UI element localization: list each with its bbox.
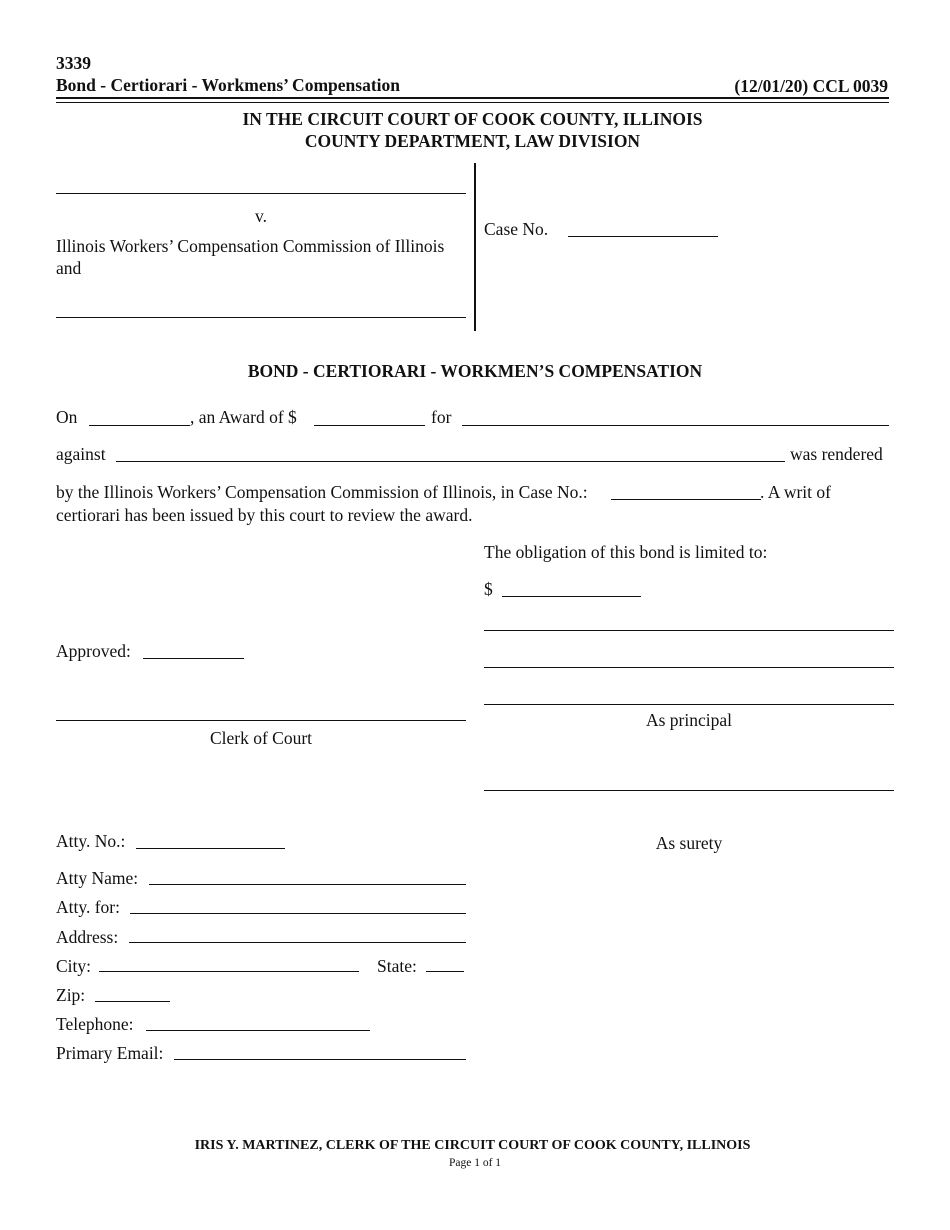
body-line1-end: . A writ of — [760, 482, 831, 502]
header-rule-bottom — [56, 102, 889, 103]
caption-divider — [474, 163, 476, 331]
zip-label: Zip: — [56, 985, 86, 1005]
and-text: and — [56, 258, 82, 278]
email-field[interactable] — [174, 1059, 466, 1060]
state-label: State: — [377, 956, 417, 976]
as-principal-label: As principal — [645, 710, 733, 730]
principal-signature-line[interactable] — [484, 704, 894, 705]
respondent-text: Illinois Workers’ Compensation Commission of Illinois — [56, 236, 445, 256]
email-label: Primary Email: — [56, 1043, 164, 1063]
atty-name-label: Atty Name: — [56, 868, 139, 888]
body-line1: by the Illinois Workers’ Compensation Commission of Illinois, in Case No.: — [56, 482, 588, 502]
principal-line-1[interactable] — [484, 630, 894, 631]
address-field[interactable] — [129, 942, 466, 943]
form-number: 3339 — [56, 53, 91, 73]
award-amount-field[interactable] — [314, 425, 425, 426]
case-no-field[interactable] — [568, 236, 718, 237]
award-date-field[interactable] — [89, 425, 190, 426]
atty-for-field[interactable] — [130, 913, 466, 914]
page-number: Page 1 of 1 — [448, 1157, 502, 1169]
approved-date-field[interactable] — [143, 658, 244, 659]
court-heading-line1: IN THE CIRCUIT COURT OF COOK COUNTY, ILLINOIS — [242, 109, 703, 129]
body-line2: certiorari has been issued by this court to review the award. — [56, 505, 473, 525]
additional-party-line[interactable] — [56, 317, 466, 318]
city-label: City: — [56, 956, 92, 976]
state-field[interactable] — [426, 971, 464, 972]
approved-label: Approved: — [56, 641, 131, 661]
clerk-signature-line[interactable] — [56, 720, 466, 721]
dollar-sign: $ — [484, 579, 493, 599]
principal-line-2[interactable] — [484, 667, 894, 668]
header-rule-top — [56, 97, 889, 99]
footer-clerk-name: IRIS Y. MARTINEZ, CLERK OF THE CIRCUIT COURT OF COOK COUNTY, ILLINOIS — [194, 1138, 751, 1153]
as-surety-label: As surety — [655, 833, 723, 853]
form-code: (12/01/20) CCL 0039 — [734, 76, 888, 96]
commission-case-no-field[interactable] — [611, 499, 761, 500]
telephone-label: Telephone: — [56, 1014, 134, 1034]
plaintiff-name-line[interactable] — [56, 193, 466, 194]
bond-title: BOND - CERTIORARI - WORKMEN’S COMPENSATION — [247, 361, 703, 381]
address-label: Address: — [56, 927, 119, 947]
zip-field[interactable] — [95, 1001, 170, 1002]
atty-for-label: Atty. for: — [56, 897, 120, 917]
obligation-amount-field[interactable] — [502, 596, 641, 597]
surety-signature-line[interactable] — [484, 790, 894, 791]
court-heading-line2: COUNTY DEPARTMENT, LAW DIVISION — [304, 131, 641, 151]
telephone-field[interactable] — [146, 1030, 370, 1031]
form-title: Bond - Certiorari - Workmens’ Compensation — [56, 75, 400, 95]
case-no-label: Case No. — [484, 219, 549, 239]
versus-text: v. — [255, 206, 267, 226]
rendered-label: was rendered — [790, 444, 883, 464]
against-field[interactable] — [116, 461, 785, 462]
obligation-label: The obligation of this bond is limited to: — [484, 542, 768, 562]
against-label: against — [56, 444, 106, 464]
on-label: On — [56, 407, 78, 427]
atty-no-label: Atty. No.: — [56, 831, 126, 851]
clerk-of-court-label: Clerk of Court — [209, 728, 313, 748]
atty-name-field[interactable] — [149, 884, 466, 885]
for-label: for — [431, 407, 452, 427]
award-label: , an Award of $ — [190, 407, 297, 427]
award-for-field[interactable] — [462, 425, 889, 426]
city-field[interactable] — [99, 971, 359, 972]
atty-no-field[interactable] — [136, 848, 285, 849]
